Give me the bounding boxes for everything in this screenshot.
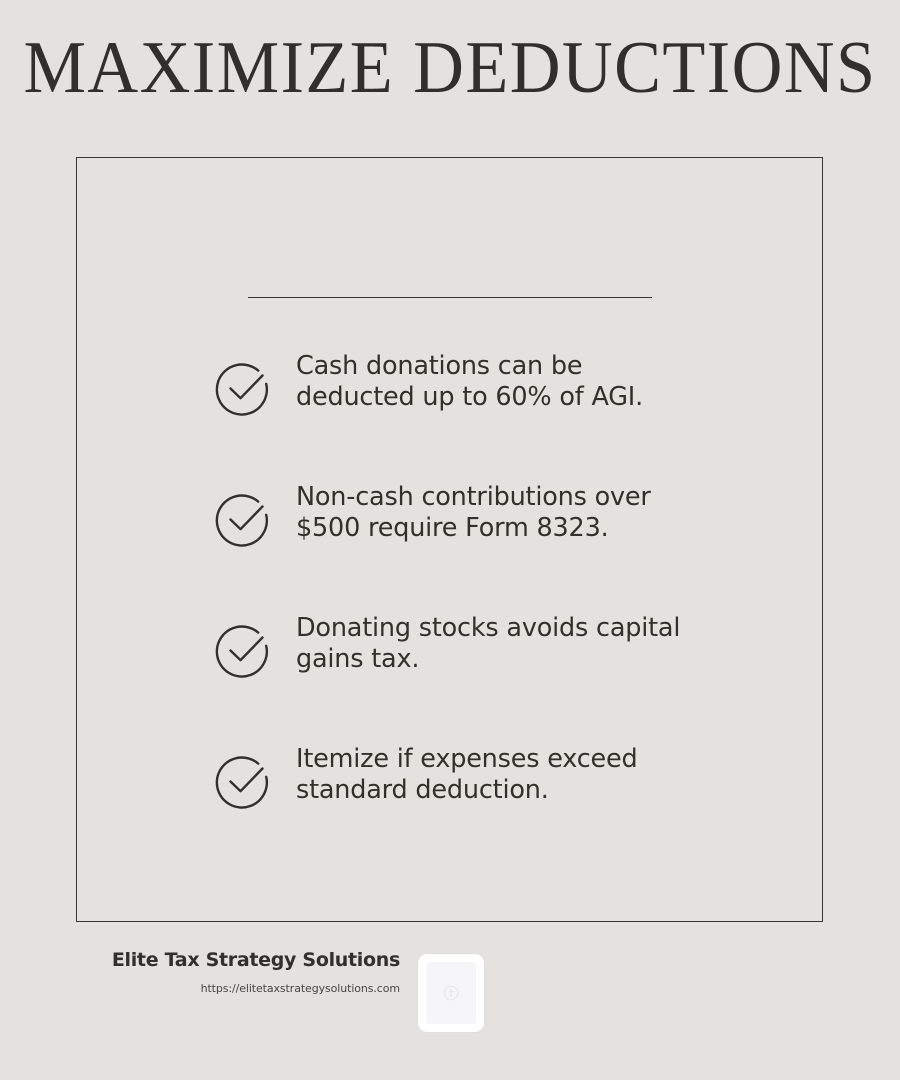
brand-name: Elite Tax Strategy Solutions [111, 949, 400, 971]
list-item [76, 733, 823, 864]
placeholder-image-icon [442, 984, 460, 1002]
list-item-label: Itemize if expenses exceed standard deduction. [296, 744, 638, 805]
footer [0, 948, 900, 1048]
page-title: MAXIMIZE DEDUCTIONS [23, 27, 877, 109]
brand-logo-placeholder [418, 954, 484, 1032]
brand-block [0, 948, 412, 998]
horizontal-rule [248, 297, 652, 298]
check-circle-icon [214, 358, 274, 418]
check-circle-icon [214, 751, 274, 811]
list-item [76, 471, 823, 602]
list-item-label: Non-cash contributions over $500 require Form 8323. [296, 482, 651, 543]
list-item-label: Donating stocks avoids capital gains tax. [296, 613, 681, 674]
list-item [76, 340, 823, 471]
list-item [76, 602, 823, 733]
logo-inner-surface [426, 962, 476, 1024]
list-item-label: Cash donations can be deducted up to 60% of AGI. [296, 351, 644, 412]
check-circle-icon [214, 489, 274, 549]
check-circle-icon [214, 620, 274, 680]
brand-url[interactable]: https://elitetaxstrategysolutions.com [200, 982, 400, 995]
deduction-tips-list [76, 340, 823, 864]
